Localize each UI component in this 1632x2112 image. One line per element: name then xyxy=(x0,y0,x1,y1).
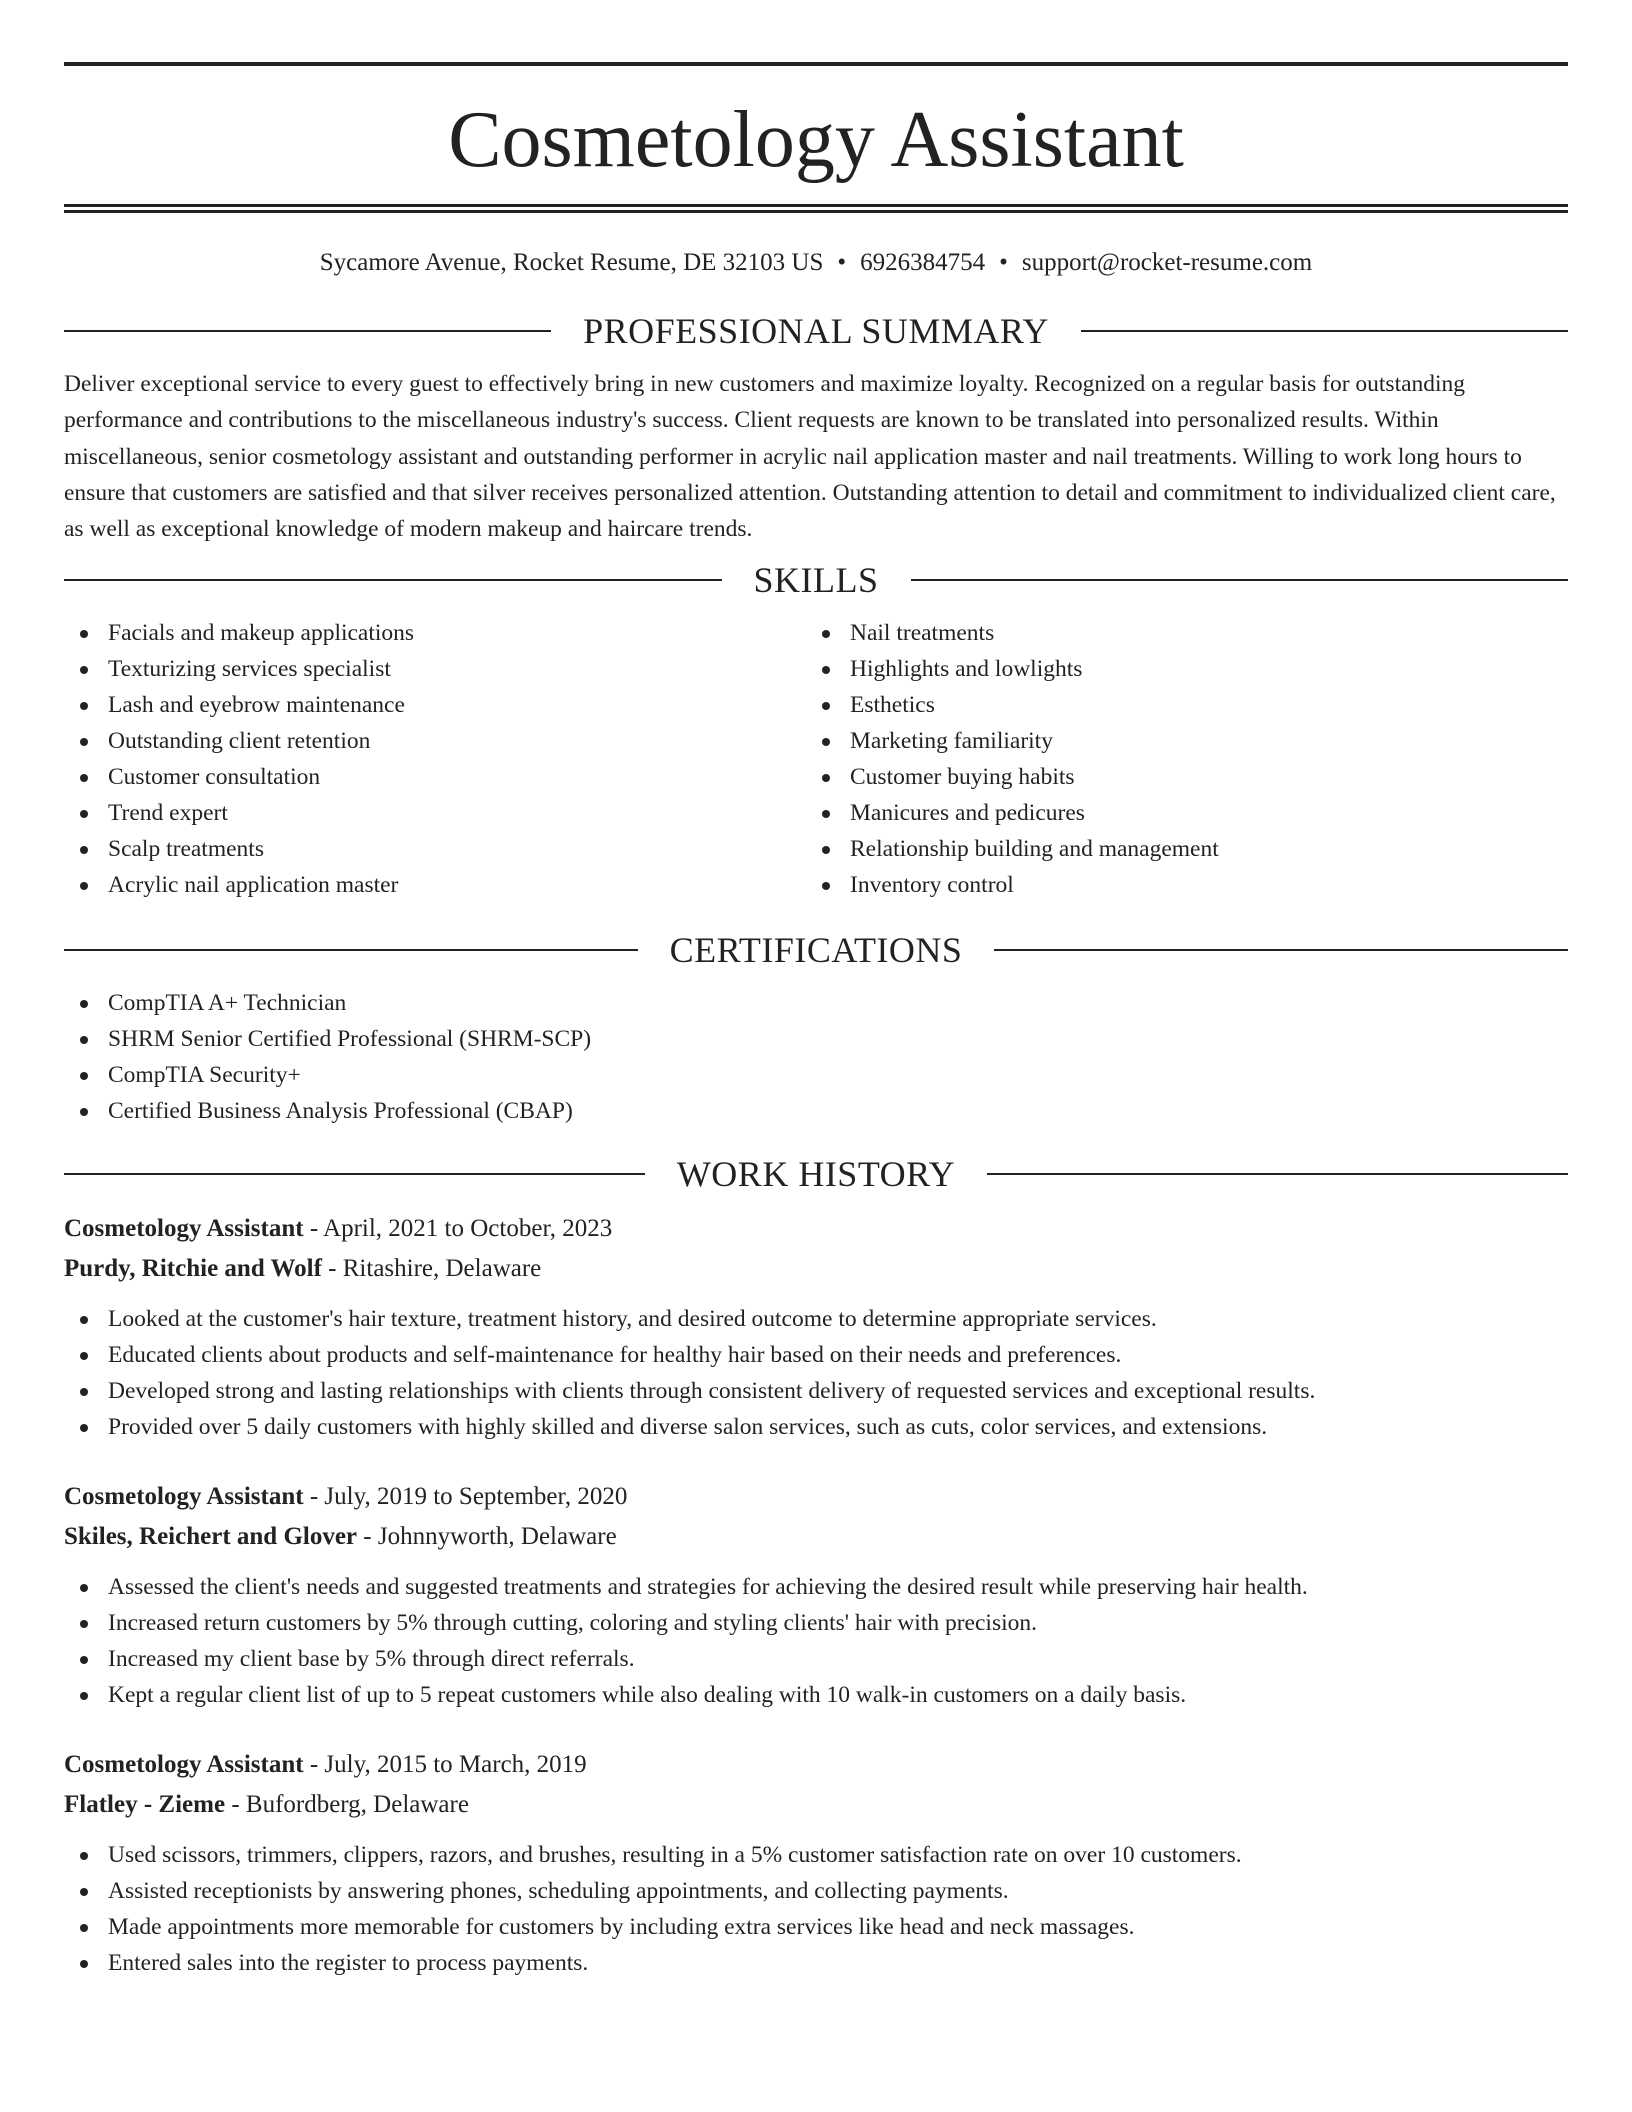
contact-line xyxy=(64,248,1568,278)
skill-item: Highlights and lowlights xyxy=(806,651,1548,687)
certification-item: Certified Business Analysis Professional (CBAP) xyxy=(64,1093,1568,1129)
job-location: - Ritashire, Delaware xyxy=(321,1255,542,1283)
top-rule xyxy=(64,62,1568,66)
contact-separator: • xyxy=(837,249,847,276)
job-bullet: Used scissors, trimmers, clippers, razors, and brushes, resulting in a 5% customer satisfaction rate on over 10 customers. xyxy=(64,1837,1568,1873)
skill-item: Inventory control xyxy=(806,867,1548,903)
skill-item: Trend expert xyxy=(64,795,806,831)
job-bullet: Increased return customers by 5% through cutting, coloring and styling clients' hair with precision. xyxy=(64,1605,1568,1641)
contact-address: Sycamore Avenue, Rocket Resume, DE 32103 US xyxy=(319,249,824,276)
job-bullets xyxy=(64,1569,1568,1713)
certifications-list xyxy=(64,985,1568,1129)
job-bullet: Increased my client base by 5% through direct referrals. xyxy=(64,1641,1568,1677)
certification-item: CompTIA A+ Technician xyxy=(64,985,1568,1021)
job-location: - Bufordberg, Delaware xyxy=(225,1791,469,1819)
heading-rule-left xyxy=(64,330,551,332)
job-bullet: Looked at the customer's hair texture, treatment history, and desired outcome to determine appropriate services. xyxy=(64,1301,1568,1337)
job-bullets xyxy=(64,1301,1568,1445)
heading-rule-left xyxy=(64,1173,645,1175)
job-bullet: Assessed the client's needs and suggested treatments and strategies for achieving the desired result while preserving hair health. xyxy=(64,1569,1568,1605)
heading-rule-right xyxy=(1081,330,1568,332)
skills-columns xyxy=(64,615,1568,903)
job-bullet: Developed strong and lasting relationships with clients through consistent delivery of requested services and exceptional results. xyxy=(64,1373,1568,1409)
section-title-summary: PROFESSIONAL SUMMARY xyxy=(583,311,1049,351)
skill-item: Esthetics xyxy=(806,687,1548,723)
job-company-line xyxy=(64,1785,1568,1825)
contact-email: support@rocket-resume.com xyxy=(1021,249,1313,276)
skill-item: Relationship building and management xyxy=(806,831,1548,867)
section-title-work-history: WORK HISTORY xyxy=(676,1154,956,1195)
job-company: Flatley - Zieme xyxy=(64,1791,226,1819)
section-heading-work-history xyxy=(64,1151,1568,1197)
job-title-line xyxy=(64,1477,1568,1517)
skill-item: Lash and eyebrow maintenance xyxy=(64,687,806,723)
contact-phone: 6926384754 xyxy=(860,249,986,276)
skill-item: Scalp treatments xyxy=(64,831,806,867)
section-heading-summary xyxy=(64,308,1568,354)
heading-rule-right xyxy=(911,579,1569,581)
contact-separator: • xyxy=(999,249,1008,276)
job-title: Cosmetology Assistant xyxy=(64,1215,304,1243)
heading-rule-right xyxy=(987,1173,1568,1175)
summary-text: Deliver exceptional service to every guest to effectively bring in new customers and maximize loyalty. Recognized on a regular basis for outstanding performance and contributions to the miscellaneous industry's success. Client requests are known to be translated into personalized results. Within miscellaneous, senior cosmetology assistant and outstanding performer in acrylic nail application master and nail treatments. Willing to work long hours to ensure that customers are satisfied and that silver receives personalized attention. Outstanding attention to detail and commitment to individualized client care, as well as exceptional knowledge of modern makeup and haircare trends. xyxy=(64,371,1556,543)
section-title-certifications: CERTIFICATIONS xyxy=(669,930,963,971)
certification-item: CompTIA Security+ xyxy=(64,1057,1568,1093)
job-bullets xyxy=(64,1837,1568,1981)
skill-item: Outstanding client retention xyxy=(64,723,806,759)
certification-item: SHRM Senior Certified Professional (SHRM-SCP) xyxy=(64,1021,1568,1057)
section-title-skills: SKILLS xyxy=(753,560,879,601)
job-company-line xyxy=(64,1249,1568,1289)
job-bullet: Made appointments more memorable for customers by including extra services like head and neck massages. xyxy=(64,1909,1568,1945)
job-company: Purdy, Ritchie and Wolf xyxy=(64,1255,322,1283)
job-location: - Johnnyworth, Delaware xyxy=(357,1523,617,1551)
job-title-line xyxy=(64,1209,1568,1249)
skill-item: Texturizing services specialist xyxy=(64,651,806,687)
job-bullet: Provided over 5 daily customers with highly skilled and diverse salon services, such as cuts, color services, and extensions. xyxy=(64,1409,1568,1445)
job-entry xyxy=(64,1209,1568,1445)
job-bullet: Entered sales into the register to process payments. xyxy=(64,1945,1568,1981)
job-dates: - July, 2019 to September, 2020 xyxy=(303,1483,628,1511)
job-bullet: Kept a regular client list of up to 5 repeat customers while also dealing with 10 walk-in customers on a daily basis. xyxy=(64,1677,1568,1713)
resume-title: Cosmetology Assistant xyxy=(448,96,1184,184)
title-double-rule xyxy=(64,204,1568,213)
job-entry xyxy=(64,1477,1568,1713)
skill-item: Manicures and pedicures xyxy=(806,795,1548,831)
job-title-line xyxy=(64,1745,1568,1785)
skill-item: Nail treatments xyxy=(806,615,1548,651)
job-title: Cosmetology Assistant xyxy=(64,1483,304,1511)
heading-rule-right xyxy=(994,949,1568,951)
skills-list-left xyxy=(64,615,806,903)
heading-rule-left xyxy=(64,579,722,581)
job-title: Cosmetology Assistant xyxy=(64,1751,304,1779)
job-entry xyxy=(64,1745,1568,1981)
job-dates: - July, 2015 to March, 2019 xyxy=(303,1751,587,1779)
heading-rule-left xyxy=(64,949,638,951)
skill-item: Customer consultation xyxy=(64,759,806,795)
skill-item: Marketing familiarity xyxy=(806,723,1548,759)
skill-item: Customer buying habits xyxy=(806,759,1548,795)
section-heading-certifications xyxy=(64,927,1568,973)
section-heading-skills xyxy=(64,557,1568,603)
job-bullet: Educated clients about products and self-maintenance for healthy hair based on their needs and preferences. xyxy=(64,1337,1568,1373)
job-bullet: Assisted receptionists by answering phones, scheduling appointments, and collecting payments. xyxy=(64,1873,1568,1909)
skills-list-right xyxy=(806,615,1548,903)
job-dates: - April, 2021 to October, 2023 xyxy=(303,1215,613,1243)
skill-item: Facials and makeup applications xyxy=(64,615,806,651)
job-company: Skiles, Reichert and Glover xyxy=(64,1523,358,1551)
job-company-line xyxy=(64,1517,1568,1557)
skill-item: Acrylic nail application master xyxy=(64,867,806,903)
